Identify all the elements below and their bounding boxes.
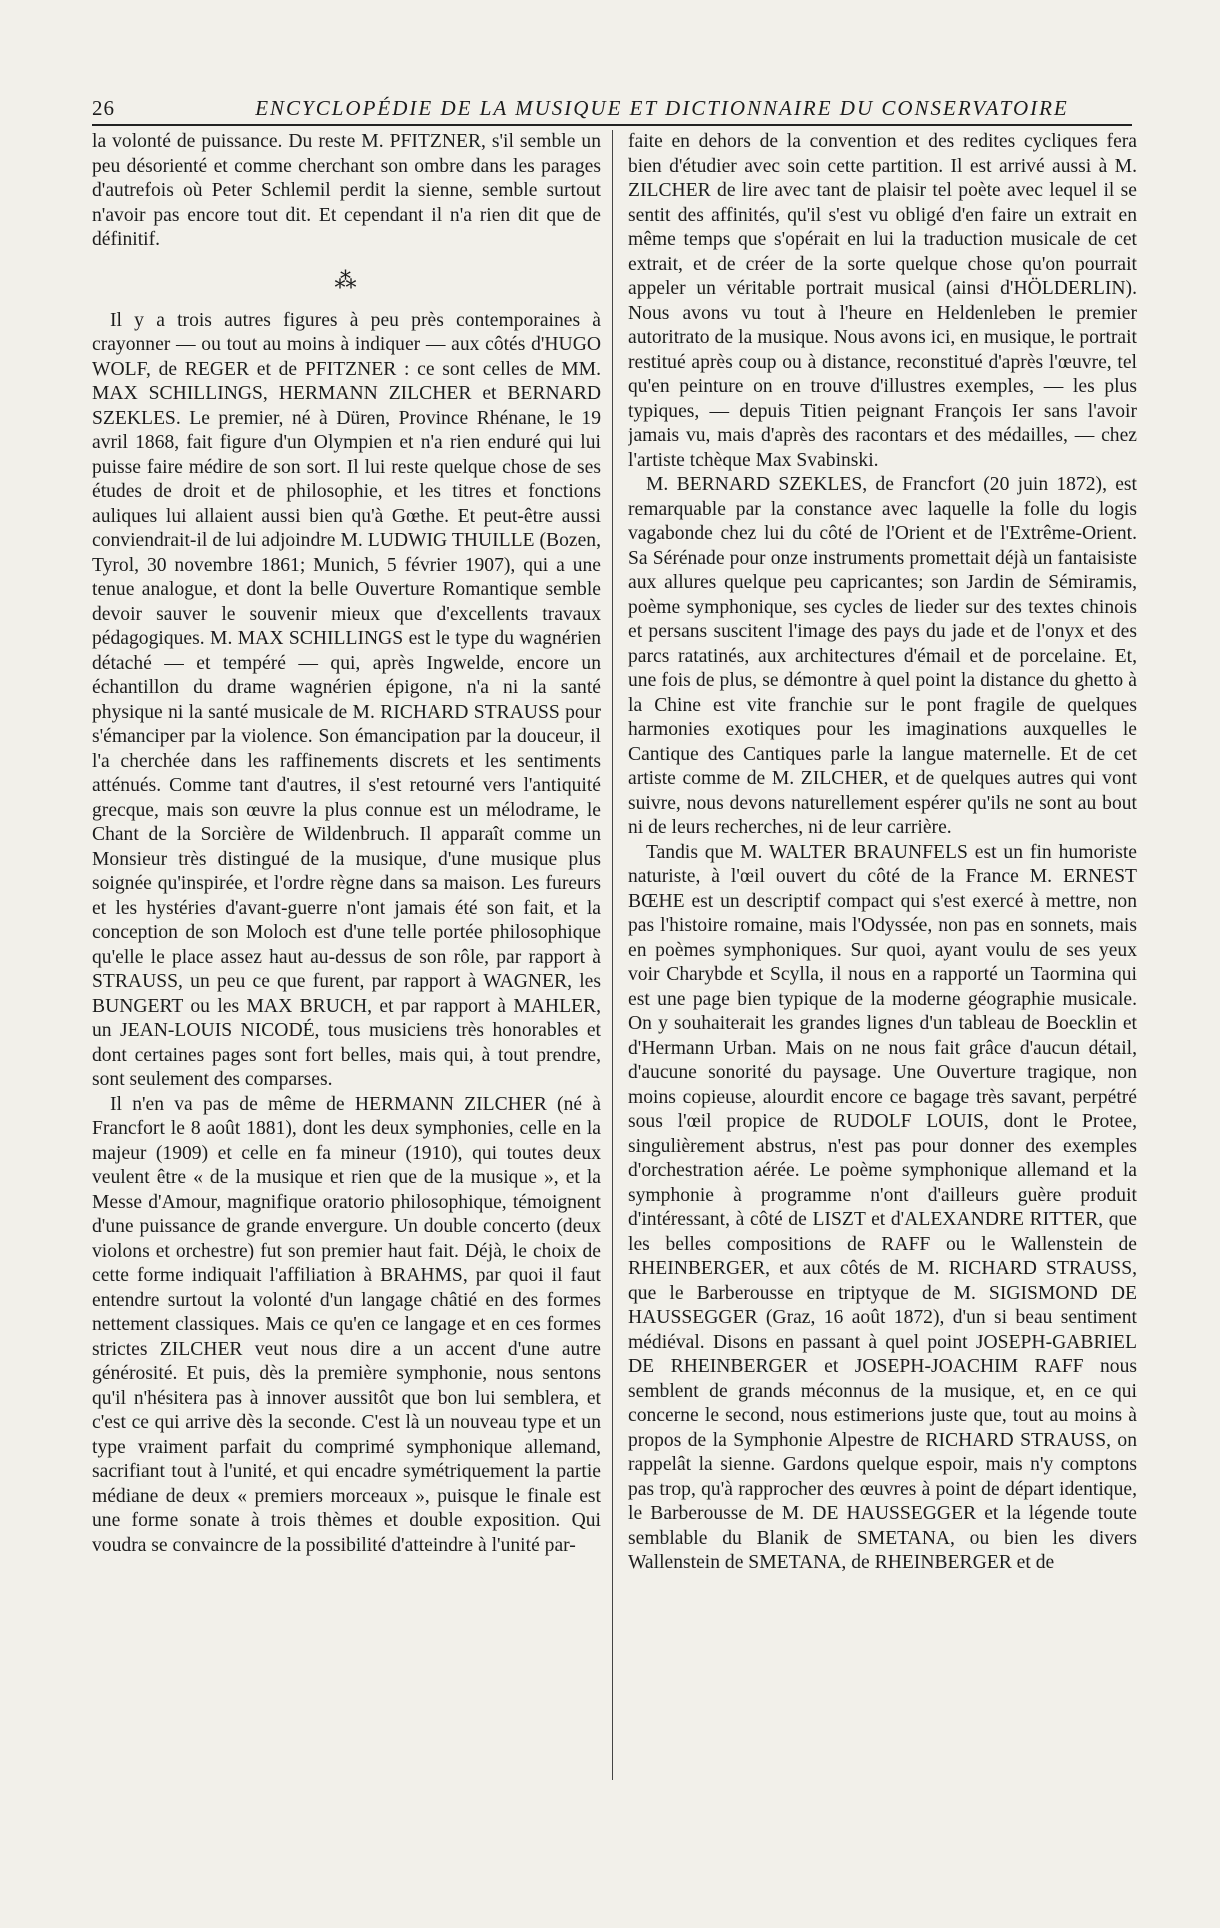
paragraph: Il y a trois autres figures à peu près contemporaines à crayonner — ou tout au moins à indiquer — aux côtés d'HUGO WOLF, de REGER et de PFITZNER : ce sont celles de MM. MAX SCHILLINGS, HERMANN ZILCHER et BERNARD SZEKLES. Le premier, né à Düren, Province Rhénane, le 19 avril 1868, fait figure d'un Olympien et n'a rien enduré qui lui puisse faire médire de son sort. Il lui reste quelque chose de ses études de droit et de philosophie, et les titres et fonctions auliques lui allaient aussi bien qu'à Gœthe. Et peut-être aussi conviendrait-il de lui adjoindre M. LUDWIG THUILLE (Bozen, Tyrol, 30 novembre 1861; Munich, 5 février 1907), qui a une tenue analogue, et dont la belle Ouverture Romantique semble devoir sauver le souvenir mieux que d'excellents travaux pédagogiques. M. MAX SCHILLINGS est le type du wagnérien détaché — et tempéré — qui, après Ingwelde, encore un échantillon du drame wagnérien épigone, n'a ni la santé physique ni la santé musicale de M. RICHARD STRAUSS pour s'émanciper par la violence. Son émancipation par la douceur, il l'a cherchée dans les raffinements discrets et les sentiments atténués. Comme tant d'autres, il s'est retourné vers l'antiquité grecque, mais son œuvre la plus connue est un mélodrame, le Chant de la Sorcière de Wildenbruch. Il apparaît comme un Monsieur très distingué de la musique, d'une musique plus soignée qu'inspirée, et l'ordre règne dans sa maison. Les fureurs et les hystéries d'avant-guerre n'ont jamais été son fait, et la conception de son Moloch est d'une telle portée philosophique qu'elle le place assez haut au-dessus de son rôle, par rapport à STRAUSS, un peu ce que furent, par rapport à WAGNER, les BUNGERT ou les MAX BRUCH, et par rapport à MAHLER, un JEAN-LOUIS NICODÉ, tous musiciens très honorables et dont certaines pages sont fort belles, mais qui, à tout prendre, sont seulement des comparses. xyxy=(92,309,601,1090)
section-separator: ⁂ xyxy=(334,267,359,293)
paragraph: Il n'en va pas de même de HERMANN ZILCHER (né à Francfort le 8 août 1881), dont les deux symphonies, celle en la majeur (1909) et celle en fa mineur (1910), qui toutes deux veulent être « de la musique et rien que de la musique », et la Messe d'Amour, magnifique oratorio philosophique, témoignent d'une puissance de grande envergure. Un double concerto (deux violons et orchestre) fut son premier haut fait. Déjà, le choix de cette forme indiquait l'affiliation à BRAHMS, par quoi il faut entendre surtout la volonté d'un langage châtié en des formes nettement classiques. Mais ce qu'en ce langage et en ces formes strictes ZILCHER veut nous dire a un accent d'une autre générosité. Et puis, dès la première symphonie, nous sentons qu'il n'hésitera pas à innover aussitôt que bon lui semblera, et c'est ce qui arrive dès la seconde. C'est là un nouveau type et un type vraiment parfait du comprimé symphonique allemand, sacrifiant tout à l'unité, et qui encadre symétriquement la partie médiane de deux « premiers morceaux », puisque le finale est une forme sonate à trois thèmes et double exposition. Qui voudra se convaincre de la possibilité d'atteindre à l'unité par- xyxy=(92,1093,601,1556)
paragraph: Tandis que M. WALTER BRAUNFELS est un fin humoriste naturiste, à l'œil ouvert du côté de la France M. ERNEST BŒHE est un descriptif compact qui s'est exercé à mettre, non pas l'histoire romaine, mais l'Odyssée, non pas en sonnets, mais en poèmes symphoniques. Sur quoi, ayant voulu de ses yeux voir Charybde et Scylla, il nous en a rapporté un Taormina qui est une page bien typique de la moderne géographie musicale. On y souhaiterait les grandes lignes d'un tableau de Boecklin et d'Hermann Urban. Mais on ne nous fait grâce d'aucun détail, d'aucune sonorité du paysage. Une Ouverture tragique, non moins copieuse, alourdit encore ce bagage très savant, perpétré sous l'œil propice de RUDOLF LOUIS, dont le Protee, singulièrement abstrus, n'est pas pour donner des exemples d'orchestration aérée. Le poème symphonique allemand et la symphonie à programme n'ont d'ailleurs guère produit d'intéressant, à côté de LISZT et d'ALEXANDRE RITTER, que les belles compositions de RAFF ou le Wallenstein de RHEINBERGER, et aux côtés de M. RICHARD STRAUSS, que le Barberousse en triptyque de M. SIGISMOND DE HAUSSEGGER (Graz, 16 août 1872), d'un si beau sentiment médiéval. Disons en passant à quel point JOSEPH-GABRIEL DE RHEINBERGER et JOSEPH-JOACHIM RAFF nous semblent de grands méconnus de la musique, et, en ce qui concerne le second, nous estimerions juste que, tout au moins à propos de la Symphonie Alpestre de RICHARD STRAUSS, on rappelât la sienne. Gardons quelque espoir, mais n'y comptons pas trop, qu'à rapprocher des œuvres à point de départ identique, le Barberousse de M. DE HAUSSEGGER et la légende toute semblable du Blanik de SMETANA, ou bien les divers Wallenstein de SMETANA, de RHEINBERGER et de xyxy=(628,841,1137,1573)
paragraph: faite en dehors de la convention et des redites cycliques fera bien d'étudier avec soin cette partition. Il est arrivé aussi à M. ZILCHER de lire avec tant de plaisir tel poète avec lequel il se sentit des affinités, qu'il s'est vu obligé d'en faire un extrait en même temps que s'opérait en lui la traduction musicale de cet extrait, et de créer de la sorte quelque chose qu'on pourrait appeler un véritable portrait musical (ainsi d'HÖLDERLIN). Nous avons vu tout à l'heure en Heldenleben le premier autoritrato de la musique. Nous avons ici, en musique, le portrait restitué après coup ou à distance, reconstitué d'après l'œuvre, tel qu'en peinture on en trouve d'illustres exemples, — les plus typiques, — depuis Titien peignant François Ier sans l'avoir jamais vu, mais d'après des racontars et des médailles, — chez l'artiste tchèque Max Svabinski. xyxy=(628,131,1137,471)
left-column xyxy=(92,130,601,1790)
right-column xyxy=(628,130,1137,1790)
page-number: 26 xyxy=(92,96,115,120)
paragraph: M. BERNARD SZEKLES, de Francfort (20 juin 1872), est remarquable par la constance avec laquelle la folle du logis vagabonde chez lui du côté de l'Orient et de l'Extrême-Orient. Sa Sérénade pour onze instruments promettait déjà un fantaisiste aux allures quelque peu capricantes; son Jardin de Sémiramis, poème symphonique, ses cycles de lieder sur des textes chinois et persans suscitent l'image des pays du jade et de l'onyx et des parcs ratatinés, aux architectures d'émail et de porcelaine. Et, une fois de plus, se démontre à quel point la distance du ghetto à la Chine est vite franchie sur le pont fragile de quelques harmonies exotiques pour les imaginations auxquelles le Cantique des Cantiques parle la langue maternelle. Et de cet artiste comme de M. ZILCHER, et de quelques autres qui vont suivre, nous devons naturellement espérer qu'ils ne sont au bout ni de leurs recherches, ni de leur carrière. xyxy=(628,474,1137,838)
running-title: ENCYCLOPÉDIE DE LA MUSIQUE ET DICTIONNAIRE DU CONSERVATOIRE xyxy=(255,96,1069,120)
paragraph: la volonté de puissance. Du reste M. PFITZNER, s'il semble un peu désorienté et comme cherchant son ombre dans les parages d'autrefois où Peter Schlemil perdit la sienne, semble surtout n'avoir pas encore tout dit. Et cependant il n'a rien dit que de définitif. xyxy=(92,131,601,250)
header-rule xyxy=(92,124,1132,126)
page-header xyxy=(92,96,1132,122)
column-divider xyxy=(612,130,613,1780)
